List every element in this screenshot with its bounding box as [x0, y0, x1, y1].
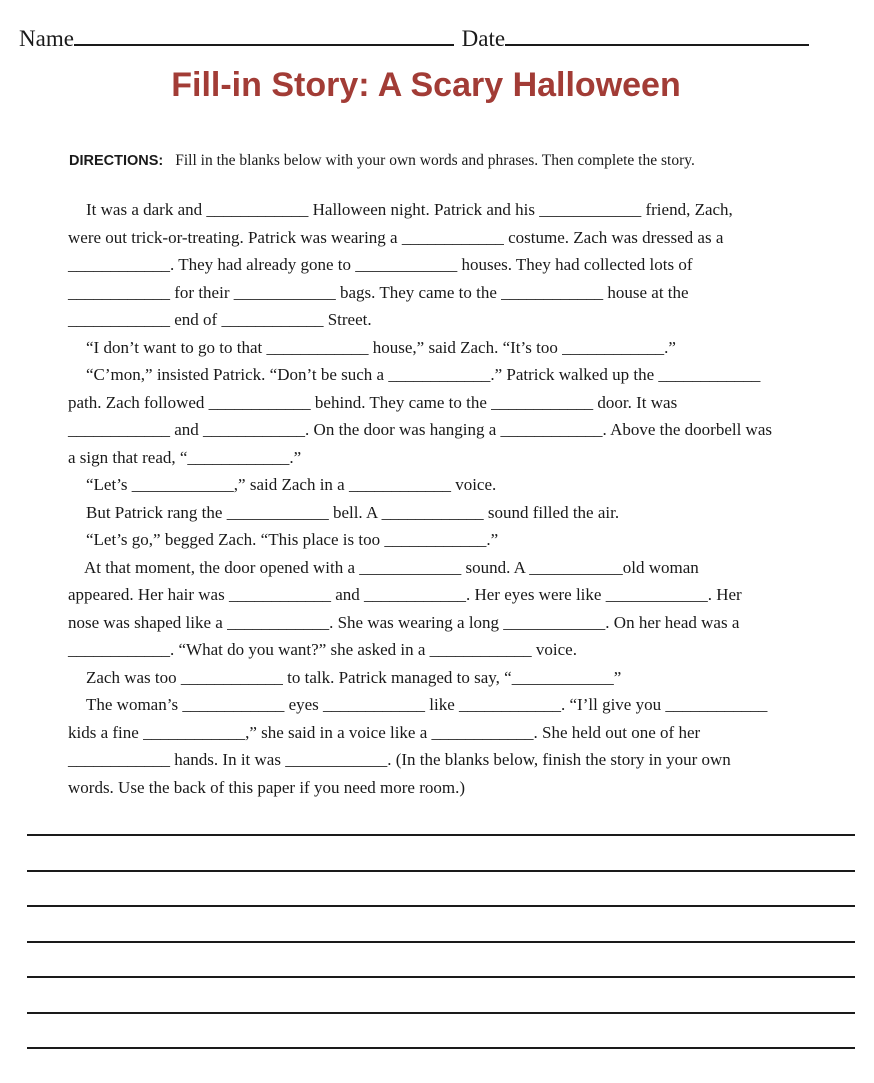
story-line: ____________. They had already gone to ____________ houses. They had collected lots of	[68, 255, 693, 274]
story-line: ____________ for their ____________ bags. They came to the ____________ house at the	[68, 282, 689, 302]
story-line: ____________ hands. In it was ____________. (In the blanks below, finish the story in your own	[68, 750, 731, 769]
story-line: At that moment, the door opened with a ____________ sound. A ___________old woman	[84, 557, 699, 577]
story-line: appeared. Her hair was ____________ and ____________. Her eyes were like ____________. Her	[68, 585, 742, 604]
story-line: “I don’t want to go to that ____________ house,” said Zach. “It’s too ____________.”	[86, 337, 676, 357]
story-line: a sign that read, “____________.”	[68, 447, 302, 467]
date-label: Date	[461, 26, 506, 51]
story-line: “C’mon,” insisted Patrick. “Don’t be such a ____________.” Patrick walked up the ____________	[86, 365, 761, 384]
story-line: path. Zach followed ____________ behind. They came to the ____________ door. It was	[68, 392, 678, 412]
directions-label: DIRECTIONS:	[69, 153, 164, 169]
writing-line[interactable]	[27, 1047, 855, 1049]
story-line: ____________. “What do you want?” she asked in a ____________ voice.	[68, 640, 577, 659]
story-line: “Let’s ____________,” said Zach in a ____________ voice.	[86, 475, 497, 494]
directions	[69, 152, 849, 170]
story-line: But Patrick rang the ____________ bell. A ____________ sound filled the air.	[86, 502, 620, 522]
story-line: words. Use the back of this paper if you need more room.)	[68, 777, 466, 797]
name-field[interactable]	[74, 24, 454, 46]
story-line: ____________ end of ____________ Street.	[68, 310, 372, 329]
name-date-header	[19, 24, 839, 52]
page-title: Fill-in Story: A Scary Halloween	[171, 66, 681, 104]
writing-line[interactable]	[27, 976, 855, 978]
story-line: The woman’s ____________ eyes ____________ like ____________. “I’ll give you ____________	[86, 695, 768, 714]
story-line: nose was shaped like a ____________. She was wearing a long ____________. On her head was a	[68, 612, 740, 632]
story-text	[68, 196, 848, 801]
date-field[interactable]	[505, 24, 809, 46]
story-line: Zach was too ____________ to talk. Patrick managed to say, “____________”	[86, 667, 622, 687]
directions-text: Fill in the blanks below with your own words and phrases. Then complete the story.	[175, 152, 695, 169]
writing-line[interactable]	[27, 870, 855, 872]
story-line: It was a dark and ____________ Halloween night. Patrick and his ____________ friend, Zach,	[86, 200, 733, 219]
writing-line[interactable]	[27, 1012, 855, 1014]
story-line: kids a fine ____________,” she said in a voice like a ____________. She held out one of her	[68, 722, 701, 742]
story-line: ____________ and ____________. On the door was hanging a ____________. Above the doorbell was	[68, 420, 772, 439]
story-line: were out trick-or-treating. Patrick was wearing a ____________ costume. Zach was dressed as a	[68, 227, 724, 247]
writing-line[interactable]	[27, 834, 855, 836]
name-label: Name	[19, 26, 74, 51]
writing-lines	[27, 834, 855, 1083]
writing-line[interactable]	[27, 905, 855, 907]
writing-line[interactable]	[27, 941, 855, 943]
story-line: “Let’s go,” begged Zach. “This place is too ____________.”	[86, 530, 499, 549]
